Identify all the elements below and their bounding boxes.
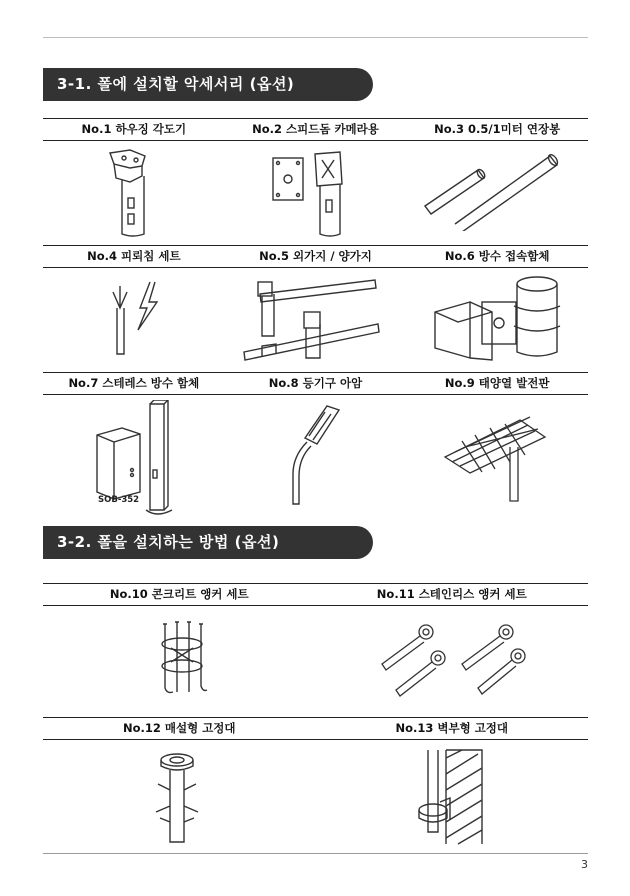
item-4-label: No.4 피뢰침 세트	[87, 249, 181, 263]
solar-panel-illustration	[440, 415, 550, 510]
item-1-label: No.1 하우징 각도기	[81, 122, 187, 136]
section1-title: 3-1. 폴에 설치할 악세서리 (옵션)	[43, 68, 373, 101]
extension-pole-illustration	[420, 146, 570, 231]
bottom-rule	[43, 853, 588, 854]
item-7-label: No.7 스테레스 방수 함체	[68, 376, 200, 390]
junction-box-illustration	[430, 272, 565, 362]
header-row-5	[43, 717, 588, 740]
top-rule	[43, 37, 588, 38]
page-number: 3	[581, 858, 588, 871]
lightning-rod-illustration	[105, 278, 165, 358]
stainless-anchor-illustration	[378, 620, 533, 700]
section2-title: 3-2. 폴을 설치하는 방법 (옵션)	[43, 526, 373, 559]
cross-arm-illustration	[240, 272, 385, 367]
header-row-1	[43, 118, 588, 141]
item-6-label: No.6 방수 접속함체	[444, 249, 550, 263]
header-row-3	[43, 372, 588, 395]
housing-bracket-illustration	[100, 148, 170, 238]
embedded-base-illustration	[150, 750, 205, 845]
item-13-label: No.13 벽부형 고정대	[395, 721, 509, 735]
item-9-label: No.9 태양열 발전판	[444, 376, 550, 390]
lamp-arm-illustration	[285, 400, 345, 510]
speed-dome-mount-illustration	[270, 148, 355, 238]
item-10-label: No.10 콘크리트 앵커 세트	[109, 587, 249, 601]
wall-mount-illustration	[410, 748, 485, 848]
item-8-label: No.8 등기구 아암	[268, 376, 363, 390]
item-12-label: No.12 매설형 고정대	[122, 721, 236, 735]
item-5-label: No.5 외가지 / 양가지	[259, 249, 372, 263]
enclosure-model-label: SOB-352	[98, 495, 140, 505]
header-row-4	[43, 583, 588, 606]
item-3-label: No.3 0.5/1미터 연장봉	[434, 122, 561, 136]
header-row-2	[43, 245, 588, 268]
concrete-anchor-illustration	[155, 618, 210, 698]
item-2-label: No.2 스피드돔 카메라용	[252, 122, 379, 136]
item-11-label: No.11 스테인리스 앵커 세트	[376, 587, 527, 601]
